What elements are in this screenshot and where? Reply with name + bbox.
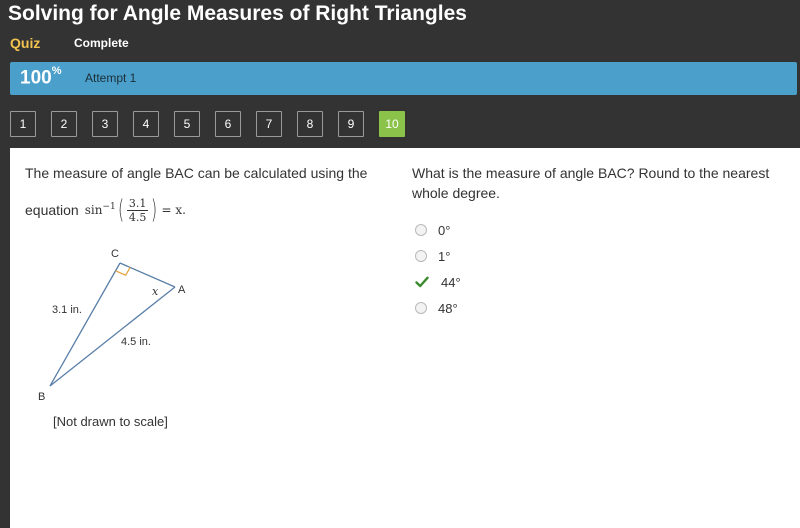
question-button-2[interactable]: 2 [51,111,77,137]
vertex-c-label: C [111,248,119,260]
question-text: What is the measure of angle BAC? Round to the nearest whole degree. [412,165,770,201]
option-label: 44° [441,274,461,290]
page-title: Solving for Angle Measures of Right Triangles [8,2,467,25]
question-button-5[interactable]: 5 [174,111,200,137]
score-unit: % [51,65,62,77]
right-angle-mark [116,267,131,275]
answer-option[interactable] [415,298,535,318]
right-paren: ) [151,195,158,225]
radio-button[interactable] [415,224,427,236]
question-button-6[interactable]: 6 [215,111,241,137]
radio-button[interactable] [415,302,427,314]
question-button-10[interactable]: 10 [379,111,405,137]
checkmark-icon [415,275,429,289]
equation-prefix: equation [25,202,79,218]
header [0,0,800,62]
equation [85,197,186,224]
question-button-1[interactable]: 1 [10,111,36,137]
option-label: 0° [438,222,451,238]
fraction-denominator: 4.5 [128,210,147,224]
vertex-a-label: A [178,284,186,296]
answer-option[interactable] [415,220,535,240]
equation-rhs: = x. [161,203,186,217]
triangle-diagram [35,243,210,413]
equation-line [25,193,186,227]
question-button-8[interactable]: 8 [297,111,323,137]
side-bc [50,263,120,386]
score-value [20,67,61,89]
question-button-3[interactable]: 3 [92,111,118,137]
question-button-4[interactable]: 4 [133,111,159,137]
equation-func: sin [84,203,103,217]
quiz-label: Quiz [10,35,41,51]
attempt-label: Attempt 1 [85,71,137,85]
answer-option[interactable] [415,246,535,266]
side-ab [50,287,175,386]
problem-prompt: The measure of angle BAC can be calculated using the [25,165,368,181]
status-label: Complete [74,36,129,50]
fraction-numerator: 3.1 [128,196,147,210]
diagram-caption: [Not drawn to scale] [53,414,168,429]
answer-option-correct[interactable] [415,272,535,292]
side-ab-label: 4.5 in. [121,336,151,348]
score-bar [10,62,797,95]
vertex-b-label: B [38,391,46,403]
side-bc-label: 3.1 in. [52,304,82,316]
score-number: 100 [20,67,52,89]
left-paren: ( [117,195,124,225]
question-panel [10,148,800,528]
question-nav [0,95,800,147]
radio-button[interactable] [415,250,427,262]
option-label: 48° [438,300,458,316]
angle-x-label: x [152,285,159,298]
question-button-7[interactable]: 7 [256,111,282,137]
side-ca [120,263,175,287]
option-label: 1° [438,248,451,264]
equation-fraction [127,197,149,224]
equation-exponent: −1 [102,202,116,212]
question-button-9[interactable]: 9 [338,111,364,137]
